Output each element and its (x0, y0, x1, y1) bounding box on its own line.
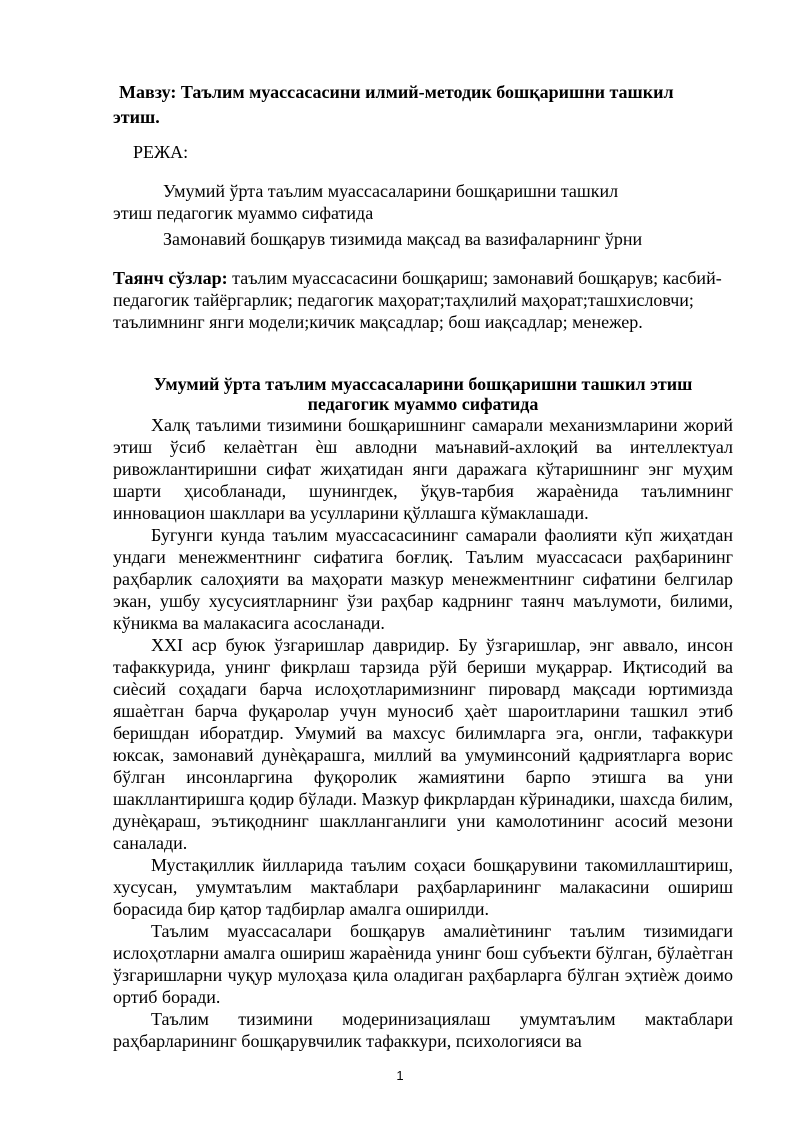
document-title (113, 80, 733, 130)
page-number: 1 (396, 1068, 404, 1083)
body-paragraph-3: XXI аср буюк ўзгаришлар давридир. Бу ўзгаришлар, энг аввало, инсон тафаккурида, унинг фикрлаш тарзида рўй бериши муқаррар. Иқтисодий ва сиѐсий соҳадаги барча ислоҳотларимизнинг пировард мақсади юртимизда яшаѐтган барча фуқаролар учун муносиб ҳаѐт шароитларини ташкил этиб беришдан иборатдир. Умумий ва махсус билимларга эга, онгли, тафаккури юксак, замонавий дунѐқарашга, миллий ва умуминсоний қадриятларга ворис бўлган инсонларгина фуқоролик жамиятини барпо этишга ва уни шакллантиришга қодир бўлади. Мазкур фикрлардан кўринадики, шахсда билим, дунѐқараш, эътиқоднинг шаклланганлиги уни камолотининг асосий мезони саналади. (113, 635, 733, 853)
section-body (113, 414, 733, 1052)
keywords-label: Таянч сўзлар: (113, 268, 228, 288)
section-heading: Умумий ўрта таълим муассасаларини бошқаришни ташкил этиш педагогик муаммо сифатида (153, 374, 693, 414)
plan-list (113, 180, 733, 250)
body-paragraph-4: Мустақиллик йилларида таълим соҳаси бошқарувини такомиллаштириш, хусусан, умумтаълим мактаблари раҳбарларининг малакасини ошириш борасида бир қатор тадбирлар амалга оширилди. (113, 855, 733, 919)
title-line-1: Мавзу: Таълим муассасасини илмий-методик бошқаришни ташкил (119, 82, 674, 102)
plan-item-1-line-1: Умумий ўрта таълим муассасаларини бошқаришни ташкил (163, 181, 619, 201)
plan-item-1-line-2: этиш педагогик муаммо сифатида (113, 203, 374, 223)
body-paragraph-1: Халқ таълими тизимини бошқаришнинг самарали механизмларини жорий этиш ўсиб келаѐтган ѐш авлодни маънавий-ахлоқий ва интеллектуал ривожлантиришни сифат жиҳатидан янги даражага кўтаришнинг энг муҳим шарти ҳисобланади, шунингдек, ўқув-тарбия жараѐнида таълимнинг инновацион шакллари ва усулларини қўллашга кўмаклашади. (113, 415, 733, 523)
body-paragraph-2: Бугунги кунда таълим муассасасининг самарали фаолияти кўп жиҳатдан ундаги менежментнинг сифатига боғлиқ. Таълим муассасаси раҳбарининг раҳбарлик салоҳияти ва маҳорати мазкур менежментнинг сифатини белгилар экан, ушбу хусусиятларнинг ўзи раҳбар кадрнинг таянч маълумоти, билими, кўникма ва малакасига асосланади. (113, 525, 733, 633)
title-line-2: этиш. (113, 107, 160, 127)
keywords-text: таълим муассасасини бошқариш; замонавий бошқарув; касбий-педагогик тайёргарлик; педагогик маҳорат;таҳлилий маҳорат;ташхисловчи; таълимнинг янги модели;кичик мақсадлар; бош иақсадлар; менежер. (113, 268, 722, 332)
keywords-paragraph (113, 267, 733, 333)
plan-heading: РЕЖА: (133, 142, 189, 162)
body-paragraph-5: Таълим муассасалари бошқарув амалиѐтининг таълим тизимидаги ислоҳотларни амалга ошириш жараѐнида унинг бош субъекти бўлган, бўлаѐтган ўзгаришларни чуқур мулоҳаза қила оладиган раҳбарларга бўлган эҳтиѐж доимо ортиб боради. (113, 921, 733, 1007)
plan-item-2: Замонавий бошқарув тизимида мақсад ва вазифаларнинг ўрни (163, 229, 643, 249)
body-paragraph-6: Таълим тизимини модеринизациялаш умумтаълим мактаблари раҳбарларининг бошқарувчилик тафаккури, психологияси ва (113, 1009, 733, 1051)
